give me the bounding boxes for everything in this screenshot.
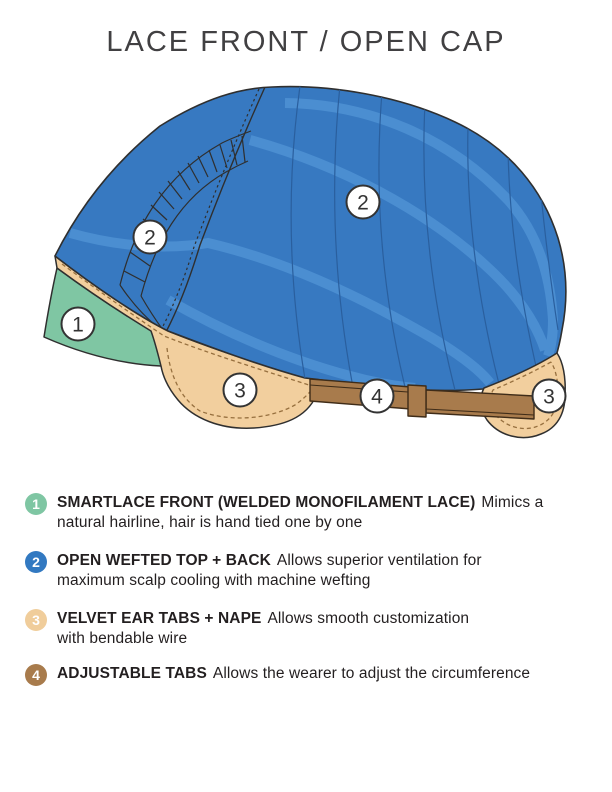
badge-1 <box>62 308 95 341</box>
svg-text:3: 3 <box>234 379 246 403</box>
badge-2-main <box>347 186 380 219</box>
legend-desc-3: Allows smooth customization <box>267 610 470 627</box>
legend-label-1: SMARTLACE FRONT (WELDED MONOFILAMENT LACE) <box>57 494 476 511</box>
legend-text-1 <box>57 493 595 532</box>
legend-bullet-3: 3 <box>25 609 47 631</box>
badge-3-ear-tab <box>224 374 257 407</box>
page-title: LACE FRONT / OPEN CAP <box>106 26 506 58</box>
legend-item-smartlace-front <box>25 493 595 532</box>
legend-item-adjustable-tabs <box>25 664 595 686</box>
svg-text:4: 4 <box>371 385 383 409</box>
svg-text:2: 2 <box>357 191 369 215</box>
legend-label-4: ADJUSTABLE TABS <box>57 665 207 682</box>
legend-item-open-wefted <box>25 551 595 590</box>
legend-desc-2-line2: maximum scalp cooling with machine wefting <box>57 571 371 589</box>
svg-text:2: 2 <box>144 226 156 250</box>
badge-3-nape <box>533 380 566 413</box>
legend-desc-1: Mimics a <box>481 494 544 511</box>
legend-text-2 <box>57 551 595 590</box>
legend-label-2: OPEN WEFTED TOP + BACK <box>57 552 271 569</box>
legend-text-4 <box>57 664 595 684</box>
svg-text:1: 1 <box>72 313 84 337</box>
legend-bullet-2: 2 <box>25 551 47 573</box>
legend-desc-3-line2: with bendable wire <box>57 629 188 647</box>
legend-label-3: VELVET EAR TABS + NAPE <box>57 610 262 627</box>
legend-bullet-4: 4 <box>25 664 47 686</box>
legend-desc-2: Allows superior ventilation for <box>276 552 482 569</box>
legend-bullet-1: 1 <box>25 493 47 515</box>
legend-text-3 <box>57 609 595 648</box>
legend-desc-4: Allows the wearer to adjust the circumference <box>212 665 531 682</box>
svg-text:3: 3 <box>543 385 555 409</box>
strap-buckle <box>408 385 426 417</box>
legend-item-velvet-ear-tabs <box>25 609 595 648</box>
legend-desc-1-line2: natural hairline, hair is hand tied one by one <box>57 513 363 531</box>
badge-2-front <box>134 221 167 254</box>
wig-cap-diagram <box>0 80 612 452</box>
badge-4-strap <box>361 380 394 413</box>
